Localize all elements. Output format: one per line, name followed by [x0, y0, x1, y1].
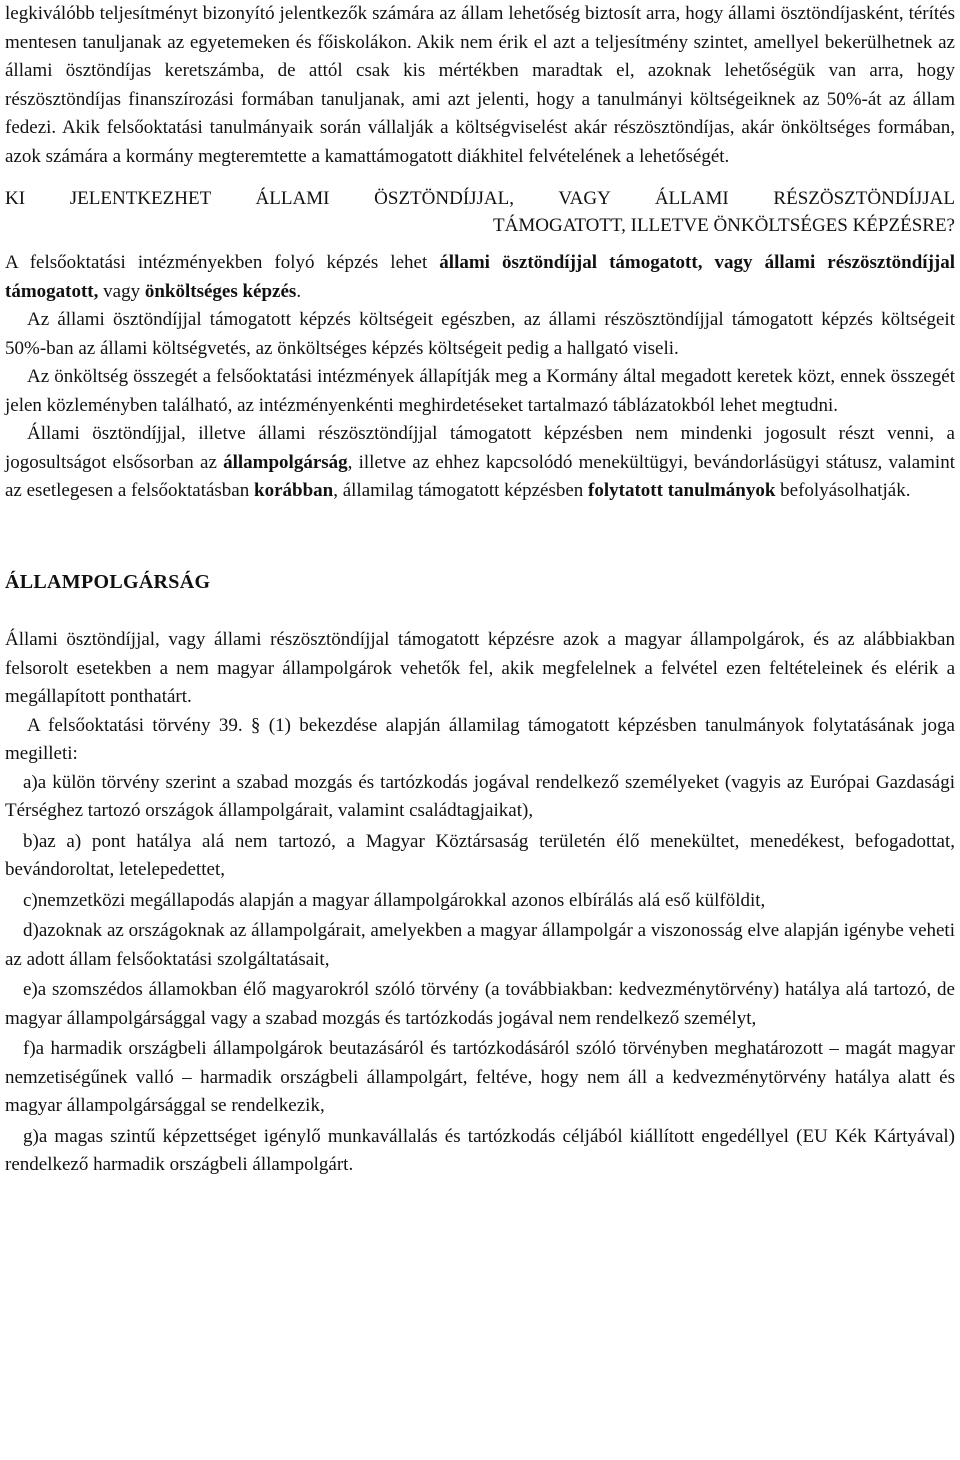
list-marker: f)	[23, 1038, 36, 1059]
question-heading-line-1: KI JELENTKEZHET ÁLLAMI ÖSZTÖNDÍJJAL, VAGY ÁLLAMI RÉSZÖSZTÖNDÍJJAL	[5, 188, 955, 209]
list-marker: c)	[23, 889, 38, 911]
tuition-paragraph: Az önköltség összegét a felsőoktatási intézmények állapítják meg a Kormány által megadott keretek közt, ennek összegét jelen közleményben található, az intézményenkénti meghirdetéseket tartalmazó táblázatokból lehet megtudni.	[5, 366, 955, 416]
eligibility-bold-citizenship: állampolgárság	[223, 451, 348, 473]
list-item	[5, 1035, 955, 1121]
list-marker: d)	[23, 920, 39, 941]
training-types-paragraph	[5, 249, 955, 306]
question-heading	[5, 185, 955, 239]
question-heading-line-2: TÁMOGATOTT, ILLETVE ÖNKÖLTSÉGES KÉPZÉSRE?	[493, 215, 955, 236]
list-item-text: azoknak az országoknak az állampolgárait, amelyekben a magyar állampolgár a viszonosság elve alapján igénybe veheti az adott állam felsőoktatási szolgáltatásait,	[5, 920, 955, 970]
list-item-text: a harmadik országbeli állampolgárok beutazásáról és tartózkodásáról szóló törvényben meghatározott – magát magyar nemzetiségűnek valló – harmadik országbeli állampolgárt, feltéve, hogy nem áll a kedvezménytörvény hatálya alatt és magyar állampolgársággal se rendelkezik,	[5, 1038, 955, 1116]
list-item	[5, 976, 955, 1033]
list-item	[5, 1123, 955, 1180]
list-marker: a)	[23, 771, 38, 793]
cost-paragraph: Az állami ösztöndíjjal támogatott képzés költségeit egészben, az állami részösztöndíjjal támogatott képzés költségeit 50%-ban az állami költségvetés, az önköltséges képzés költségeit pedig a hallgató viseli.	[5, 309, 955, 359]
training-types-text-mid: vagy	[98, 280, 145, 302]
eligibility-text-mid2: , államilag támogatott képzésben	[333, 480, 589, 501]
list-marker: g)	[23, 1125, 39, 1147]
eligibility-end: befolyásolhatják.	[775, 480, 911, 501]
list-item	[5, 828, 955, 885]
eligibility-list	[5, 769, 955, 1180]
list-item-text: az a) pont hatálya alá nem tartozó, a Magyar Köztársaság területén élő menekültet, menedékest, befogadottat, bevándoroltat, letelepedettet,	[5, 830, 955, 880]
list-marker: b)	[23, 830, 39, 852]
intro-paragraph: legkiválóbb teljesítményt bizonyító jelentkezők számára az állam lehetőség biztosít arra, hogy állami ösztöndíjasként, térítés mentesen tanuljanak az egyetemeken és főiskolákon. Akik nem érik el azt a teljesítmény szintet, amellyel bekerülhetnek az állami ösztöndíjas keretszámba, de attól csak kis mértékben maradtak el, azoknak lehetőségük van arra, hogy részösztöndíjas finanszírozási formában tanuljanak, ami azt jelenti, hogy a tanulmányi költségeiknek az 50%-át az állam fedezi. Akik felsőoktatási tanulmányaik során vállalják a költségviselést akár részösztöndíjas, akár önköltséges formában, azok számára a kormány megteremtette a kamattámogatott diákhitel felvételének a lehetőségét.	[5, 3, 955, 167]
training-types-bold-state: állami ösztöndíjjal támogatott, vagy állami részösztöndíjjal támogatott,	[5, 252, 956, 302]
section-title-citizenship: ÁLLAMPOLGÁRSÁG	[5, 570, 211, 593]
eligibility-text: Állami ösztöndíjjal, illetve állami részösztöndíjjal támogatott képzésben nem mindenki jogosult részt venni, a jogosultságot elsősorban az	[5, 423, 955, 473]
eligibility-bold-studies: folytatott tanulmányok	[588, 480, 776, 501]
list-item-text: nemzetközi megállapodás alapján a magyar állampolgárokkal azonos elbírálás alá eső külföldit,	[37, 889, 766, 911]
list-item	[5, 769, 955, 826]
list-item-text: a magas szintű képzettséget igénylő munkavállalás és tartózkodás céljából kiállított engedéllyel (EU Kék Kártyával) rendelkező harmadik országbeli állampolgárt.	[5, 1125, 955, 1175]
list-item-text: a külön törvény szerint a szabad mozgás és tartózkodás jogával rendelkező személyeket (vagyis az Európai Gazdasági Térséghez tartozó országok állampolgárait, valamint családtagjaikat),	[5, 771, 955, 821]
eligibility-paragraph	[5, 420, 955, 506]
list-item	[5, 887, 955, 916]
list-item-text: a szomszédos államokban élő magyarokról szóló törvény (a továbbiakban: kedvezménytörvény) hatálya alá tartozó, de magyar állampolgársággal vagy a szabad mozgás és tartózkodás jogával nem rendelkező személyt,	[5, 979, 955, 1029]
list-marker: e)	[23, 979, 38, 1000]
citizenship-paragraph: Állami ösztöndíjjal, vagy állami részösztöndíjjal támogatott képzésre azok a magyar állampolgárok, és az alábbiakban felsorolt esetekben a nem magyar állampolgárok vehetők fel, akik megfelelnek a felvétel ezen feltételeinek és elérik a megállapított ponthatárt.	[5, 629, 955, 707]
training-types-end: .	[296, 280, 302, 302]
eligibility-text-mid: , illetve az ehhez kapcsolódó menekültügyi, bevándorlásügyi státusz, valamint az esetlegesen a felsőoktatásban	[5, 451, 955, 501]
training-types-bold-selfpaid: önköltséges képzés	[144, 280, 297, 302]
training-types-text: A felsőoktatási intézményekben folyó képzés lehet	[5, 252, 440, 273]
law-reference-paragraph: A felsőoktatási törvény 39. § (1) bekezdése alapján államilag támogatott képzésben tanulmányok folytatásának joga megilleti:	[5, 714, 955, 764]
eligibility-bold-earlier: korábban	[254, 480, 334, 501]
list-item	[5, 917, 955, 974]
document-page	[5, 0, 955, 1180]
